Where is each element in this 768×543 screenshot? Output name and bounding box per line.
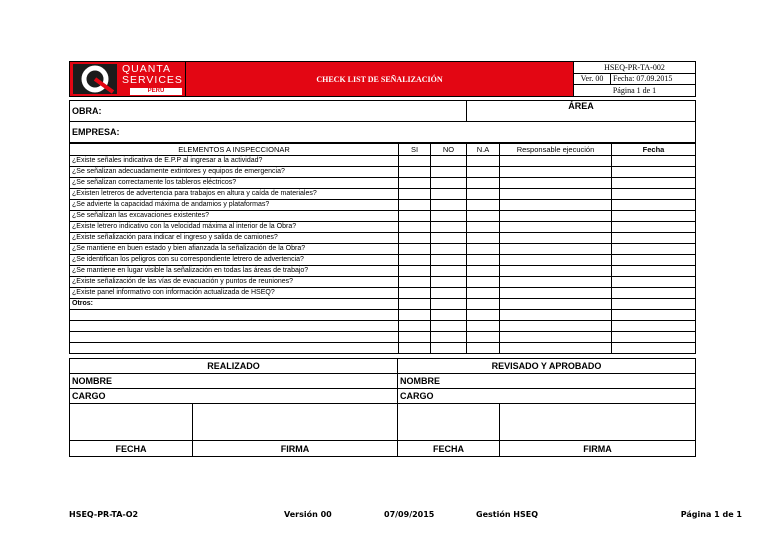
no-cell[interactable] [431, 332, 467, 343]
responsable-cell[interactable] [500, 310, 612, 321]
table-row [70, 244, 696, 255]
responsable-cell[interactable] [500, 200, 612, 211]
na-cell[interactable] [467, 255, 500, 266]
realizado-fecha-label: FECHA [70, 441, 193, 457]
info-table [69, 100, 696, 143]
fecha-cell[interactable] [612, 233, 696, 244]
item-text: ¿Existen letreros de advertencia para trabajos en altura y caída de materiales? [70, 189, 399, 200]
logo-line1: QUANTA [122, 63, 171, 75]
checklist-table [69, 143, 696, 354]
table-row [70, 266, 696, 277]
responsable-cell[interactable] [500, 299, 612, 310]
responsable-cell[interactable] [500, 288, 612, 299]
responsable-cell[interactable] [500, 222, 612, 233]
realizado-firma-box[interactable] [193, 404, 398, 441]
table-row [70, 233, 696, 244]
no-cell[interactable] [431, 299, 467, 310]
revisado-cargo-field[interactable]: CARGO [398, 389, 696, 404]
na-cell[interactable] [467, 244, 500, 255]
fecha-cell[interactable] [612, 343, 696, 354]
si-cell[interactable] [399, 299, 431, 310]
fecha-cell[interactable] [612, 211, 696, 222]
revisado-header: REVISADO Y APROBADO [398, 359, 696, 374]
realizado-fecha-box[interactable] [70, 404, 193, 441]
responsable-cell[interactable] [500, 167, 612, 178]
na-cell[interactable] [467, 156, 500, 167]
na-cell[interactable] [467, 299, 500, 310]
na-cell[interactable] [467, 167, 500, 178]
no-cell[interactable] [431, 189, 467, 200]
item-text: ¿Se identifican los peligros con su correspondiente letrero de advertencia? [70, 255, 399, 266]
responsable-cell[interactable] [500, 233, 612, 244]
si-cell[interactable] [399, 321, 431, 332]
si-cell[interactable] [399, 244, 431, 255]
footer-code: HSEQ-PR-TA-O2 [69, 510, 139, 519]
page-footer [0, 510, 768, 522]
na-cell[interactable] [467, 332, 500, 343]
fecha-cell[interactable] [612, 321, 696, 332]
blank-row [70, 332, 696, 343]
na-cell[interactable] [467, 288, 500, 299]
fecha-cell[interactable] [612, 277, 696, 288]
responsable-cell[interactable] [500, 277, 612, 288]
responsable-cell[interactable] [500, 332, 612, 343]
item-text: ¿Se mantiene en buen estado y bien afianzada la señalización de la Obra? [70, 244, 399, 255]
no-cell[interactable] [431, 167, 467, 178]
responsable-cell[interactable] [500, 343, 612, 354]
item-text: ¿Existe señalización de las vías de evacuación y puntos de reuniones? [70, 277, 399, 288]
na-cell[interactable] [467, 343, 500, 354]
col-responsable: Responsable ejecución [500, 144, 612, 156]
otros-entry[interactable] [70, 310, 399, 321]
no-cell[interactable] [431, 211, 467, 222]
col-no: NO [431, 144, 467, 156]
revisado-fecha-box[interactable] [398, 404, 500, 441]
si-cell[interactable] [399, 189, 431, 200]
no-cell[interactable] [431, 310, 467, 321]
checklist-document [69, 61, 695, 457]
document-title: CHECK LIST DE SEÑALIZACIÓN [186, 62, 574, 97]
item-text: ¿Existe panel informativo con información actualizada de HSEQ? [70, 288, 399, 299]
responsable-cell[interactable] [500, 266, 612, 277]
fecha-cell[interactable] [612, 288, 696, 299]
no-cell[interactable] [431, 156, 467, 167]
no-cell[interactable] [431, 200, 467, 211]
no-cell[interactable] [431, 255, 467, 266]
si-cell[interactable] [399, 255, 431, 266]
fecha-cell[interactable] [612, 189, 696, 200]
na-cell[interactable] [467, 321, 500, 332]
fecha-cell[interactable] [612, 222, 696, 233]
revisado-firma-box[interactable] [500, 404, 696, 441]
table-row [70, 167, 696, 178]
item-text: ¿Se mantiene en lugar visible la señalización en todas las áreas de trabajo? [70, 266, 399, 277]
footer-gestion: Gestión HSEQ [476, 510, 539, 519]
no-cell[interactable] [431, 321, 467, 332]
si-cell[interactable] [399, 200, 431, 211]
responsable-cell[interactable] [500, 321, 612, 332]
realizado-header: REALIZADO [70, 359, 398, 374]
si-cell[interactable] [399, 343, 431, 354]
fecha-cell[interactable] [612, 310, 696, 321]
table-row [70, 277, 696, 288]
responsable-cell[interactable] [500, 244, 612, 255]
col-na: N.A [467, 144, 500, 156]
revisado-nombre-field[interactable]: NOMBRE [398, 374, 696, 389]
no-cell[interactable] [431, 277, 467, 288]
otros-entry[interactable] [70, 343, 399, 354]
na-cell[interactable] [467, 277, 500, 288]
fecha-cell[interactable] [612, 255, 696, 266]
blank-row [70, 310, 696, 321]
fecha-cell[interactable] [612, 200, 696, 211]
company-logo [70, 62, 186, 97]
si-cell[interactable] [399, 277, 431, 288]
si-cell[interactable] [399, 167, 431, 178]
item-text: ¿Se señalizan correctamente los tableros eléctricos? [70, 178, 399, 189]
table-row [70, 288, 696, 299]
responsable-cell[interactable] [500, 178, 612, 189]
signature-table [69, 358, 696, 457]
revisado-fecha-label: FECHA [398, 441, 500, 457]
si-cell[interactable] [399, 233, 431, 244]
item-text: ¿Existe letrero indicativo con la velocidad máxima al interior de la Obra? [70, 222, 399, 233]
fecha-cell[interactable] [612, 167, 696, 178]
quanta-q-icon [73, 64, 117, 94]
si-cell[interactable] [399, 288, 431, 299]
footer-version: Versión 00 [284, 510, 332, 519]
fecha-cell[interactable] [612, 332, 696, 343]
fecha-cell[interactable] [612, 156, 696, 167]
na-cell[interactable] [467, 233, 500, 244]
no-cell[interactable] [431, 233, 467, 244]
document-code: HSEQ-PR-TA-002 [574, 62, 696, 74]
no-cell[interactable] [431, 343, 467, 354]
na-cell[interactable] [467, 189, 500, 200]
header-table [69, 61, 696, 97]
na-cell[interactable] [467, 211, 500, 222]
no-cell[interactable] [431, 222, 467, 233]
item-text: ¿Existe señalización para indicar el ingreso y salida de camiones? [70, 233, 399, 244]
fecha-cell[interactable] [612, 266, 696, 277]
realizado-firma-label: FIRMA [193, 441, 398, 457]
no-cell[interactable] [431, 178, 467, 189]
document-page: Página 1 de 1 [574, 85, 696, 97]
table-row [70, 211, 696, 222]
table-row [70, 189, 696, 200]
logo-sub: PERU [130, 88, 182, 95]
table-row [70, 156, 696, 167]
otros-label: Otros: [70, 299, 399, 310]
realizado-cargo-field[interactable]: CARGO [70, 389, 398, 404]
empresa-field[interactable]: EMPRESA: [70, 122, 696, 143]
area-field[interactable]: ÁREA [467, 101, 696, 122]
table-row [70, 178, 696, 189]
responsable-cell[interactable] [500, 255, 612, 266]
document-date: Fecha: 07.09.2015 [611, 73, 696, 85]
col-si: SI [399, 144, 431, 156]
na-cell[interactable] [467, 266, 500, 277]
revisado-firma-label: FIRMA [500, 441, 696, 457]
si-cell[interactable] [399, 178, 431, 189]
responsable-cell[interactable] [500, 156, 612, 167]
responsable-cell[interactable] [500, 211, 612, 222]
blank-row [70, 343, 696, 354]
na-cell[interactable] [467, 200, 500, 211]
footer-page: Página 1 de 1 [680, 510, 742, 519]
item-text: ¿Se advierte la capacidad máxima de andamios y plataformas? [70, 200, 399, 211]
item-text: ¿Se señalizan las excavaciones existentes? [70, 211, 399, 222]
table-row [70, 222, 696, 233]
item-text: ¿Existe señales indicativa de E.P.P al ingresar a la actividad? [70, 156, 399, 167]
otros-entry[interactable] [70, 332, 399, 343]
na-cell[interactable] [467, 222, 500, 233]
si-cell[interactable] [399, 310, 431, 321]
col-elements: ELEMENTOS A INSPECCIONAR [70, 144, 399, 156]
table-row [70, 299, 696, 310]
logo-line2: SERVICES [122, 74, 183, 86]
si-cell[interactable] [399, 211, 431, 222]
responsable-cell[interactable] [500, 189, 612, 200]
no-cell[interactable] [431, 266, 467, 277]
fecha-cell[interactable] [612, 299, 696, 310]
document-version: Ver. 00 [574, 73, 611, 85]
na-cell[interactable] [467, 310, 500, 321]
otros-entry[interactable] [70, 321, 399, 332]
obra-field[interactable]: OBRA: [70, 101, 467, 122]
table-row [70, 255, 696, 266]
no-cell[interactable] [431, 288, 467, 299]
col-fecha: Fecha [612, 144, 696, 156]
na-cell[interactable] [467, 178, 500, 189]
fecha-cell[interactable] [612, 244, 696, 255]
item-text: ¿Se señalizan adecuadamente extintores y equipos de emergencia? [70, 167, 399, 178]
si-cell[interactable] [399, 266, 431, 277]
table-row [70, 200, 696, 211]
si-cell[interactable] [399, 156, 431, 167]
footer-date: 07/09/2015 [384, 510, 435, 519]
si-cell[interactable] [399, 222, 431, 233]
realizado-nombre-field[interactable]: NOMBRE [70, 374, 398, 389]
blank-row [70, 321, 696, 332]
fecha-cell[interactable] [612, 178, 696, 189]
si-cell[interactable] [399, 332, 431, 343]
no-cell[interactable] [431, 244, 467, 255]
